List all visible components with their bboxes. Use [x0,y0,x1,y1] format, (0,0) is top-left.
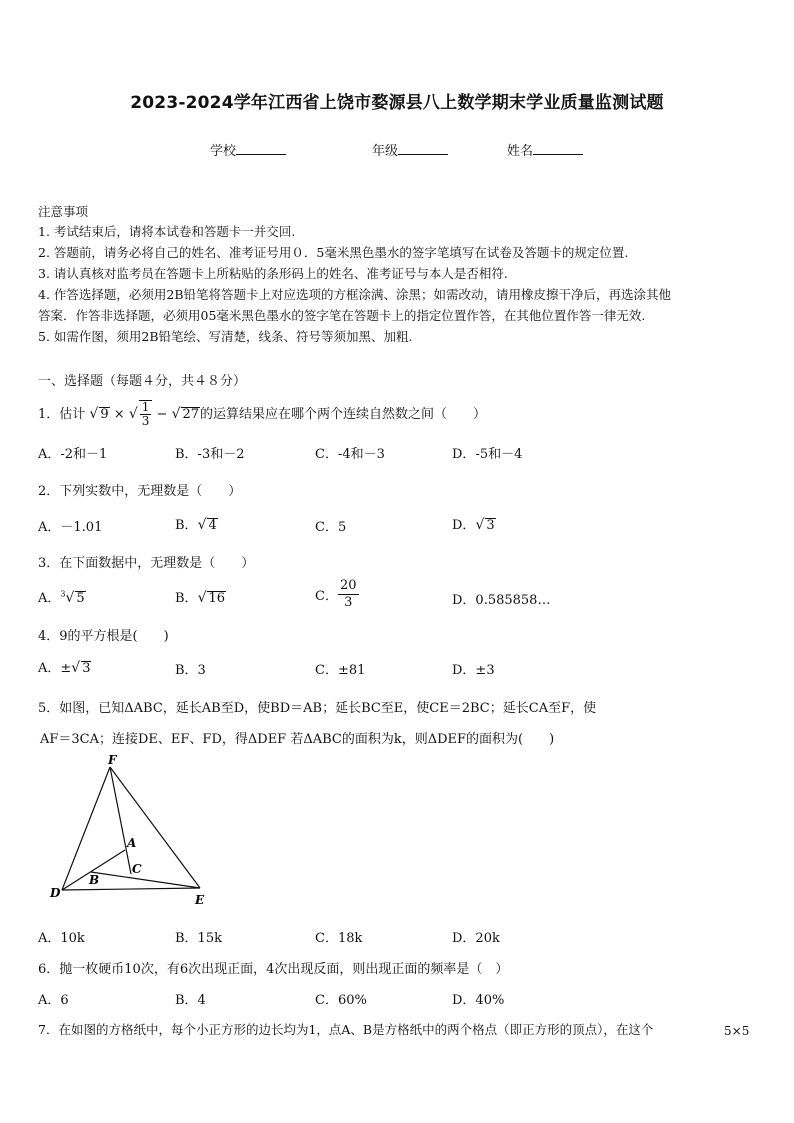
notes-heading: 注意事项 [38,204,89,219]
question-6: 6．抛一枚硬币10次，有6次出现正面，4次出现反面，则出现正面的频率是（ ） [38,962,509,977]
section-heading: 一、选择题（每题４分，共４８分） [38,374,247,389]
q3-b-label: B． [175,591,198,606]
q2-b-radicand: 4 [208,518,217,533]
sqrt-symbol: √ [71,660,81,676]
grade-blank [398,143,448,155]
q2-b-label: B． [175,518,198,533]
label-a: A [127,836,137,850]
q1-frac-num: 1 [141,400,150,414]
q3-c-den: 3 [344,595,353,610]
q2-d-radicand: 3 [486,518,495,533]
q5-option-a: A．10k [38,931,85,946]
question-5-line1: 5．如图，已知ΔABC，延长AB至D，使BD＝AB；延长BC至E，使CE＝2BC；延长CA至F，使 [38,701,597,716]
q3-c-fraction [338,578,359,611]
q3-option-a [38,587,86,606]
name-field [507,140,583,159]
sqrt-symbol: √ [171,406,181,422]
q1-times: × [113,407,125,422]
school-field [210,140,286,159]
q3-a-radicand: 5 [76,591,85,606]
q3-a-label: A． [38,591,61,606]
sqrt-symbol: √ [128,406,138,422]
q1-frac-wrap [139,400,153,428]
note-item: 2. 答题前，请务必将自己的姓名、准考证号用０．5毫米黑色墨水的签字笔填写在试卷及答题卡的规定位置. [38,245,629,260]
q1-frac-den: 3 [141,414,150,428]
note-item: 3. 请认真核对监考员在答题卡上所粘贴的条形码上的姓名、准考证号与本人是否相符. [38,266,508,281]
q5-option-b: B．15k [175,931,222,946]
label-e: E [195,893,205,907]
q2-option-a: A．－1.01 [38,520,103,535]
note-item: 答案．作答非选择题，必须用05毫米黑色墨水的签字笔在答题卡上的指定位置作答，在其他位置作答一律无效. [38,308,646,323]
q3-option-b [175,587,226,606]
label-f: F [108,753,117,767]
q1-suffix: 的运算结果应在哪个两个连续自然数之间（ ） [200,407,487,422]
label-d: D [50,886,61,900]
q7-grid-size: 5×5 [724,1024,750,1038]
question-4: 4．9的平方根是( ) [38,629,169,644]
q2-option-b [175,514,218,533]
question-2: 2．下列实数中，无理数是（ ） [38,484,242,499]
q2-d-label: D． [452,518,476,533]
q1-option-a: A．-2和－1 [38,447,108,462]
q3-option-c [315,578,359,611]
page-title: 2023-2024学年江西省上饶市婺源县八上数学期末学业质量监测试题 [130,93,664,113]
grade-field [372,140,448,159]
q1-radicand: 9 [100,407,109,422]
q2-option-c: C．5 [315,520,347,535]
q4-option-c: C．±81 [315,663,366,678]
label-c: C [132,862,142,876]
school-blank [236,143,286,155]
q1-radicand: 27 [182,407,200,422]
q4-a-radicand: 3 [82,661,91,676]
q6-option-c: C．60% [315,993,367,1008]
question-5-line2: AF＝3CA；连接DE、EF、FD，得ΔDEF 若ΔABC的面积为k，则ΔDEF的面积为( ) [40,732,555,747]
q3-option-d: D．0.585858… [452,593,551,608]
sqrt-symbol: √ [65,590,75,606]
question-7: 7．在如图的方格纸中，每个小正方形的边长均为1，点A、B是方格纸中的两个格点（即正方形的顶点），在这个 [38,1022,654,1037]
q4-option-b: B．3 [175,663,206,678]
q4-a-label: A．± [38,661,72,676]
q3-c-label: C． [315,589,338,604]
sqrt-symbol: √ [197,590,207,606]
note-item: 5. 如需作图，须用2B铅笔绘、写清楚，线条、符号等须加黑、加粗. [38,329,413,344]
sqrt-symbol: √ [197,517,207,533]
q1-minus: − [156,407,168,422]
q1-option-d: D．-5和－4 [452,447,523,462]
edge-fd [62,767,110,890]
q6-option-a: A．6 [38,993,69,1008]
sqrt-symbol: √ [89,406,99,422]
label-b: B [89,873,100,887]
q5-option-d: D．20k [452,931,500,946]
school-label: 学校 [210,144,237,159]
q1-option-b: B．-3和－2 [175,447,245,462]
q3-a-index: 3 [60,589,66,599]
q1-option-c: C．-4和－3 [315,447,385,462]
name-label: 姓名 [507,144,534,159]
q6-option-b: B．4 [175,993,206,1008]
edge-fe [110,767,200,888]
grade-label: 年级 [372,144,399,159]
q4-option-d: D．±3 [452,663,495,678]
triangle-figure [40,752,230,912]
question-3: 3．在下面数据中，无理数是（ ） [38,556,255,571]
edge-de [62,888,200,890]
q6-option-d: D．40% [452,993,505,1008]
note-item: 4. 作答选择题，必须用2B铅笔将答题卡上对应选项的方框涂满、涂黑；如需改动，请用橡皮擦干净后，再选涂其他 [38,287,672,302]
sqrt-symbol: √ [475,517,485,533]
name-blank [533,143,583,155]
edge-be [91,872,200,888]
note-item: 1. 考试结束后，请将本试卷和答题卡一并交回. [38,224,296,239]
q1-prefix: 1．估计 [38,407,86,422]
q5-option-c: C．18k [315,931,363,946]
question-1 [38,400,486,428]
q1-fraction [140,401,152,428]
q2-option-d [452,514,496,533]
q3-b-radicand: 16 [208,591,226,606]
q4-option-a [38,657,91,676]
q3-c-num: 20 [339,578,357,593]
